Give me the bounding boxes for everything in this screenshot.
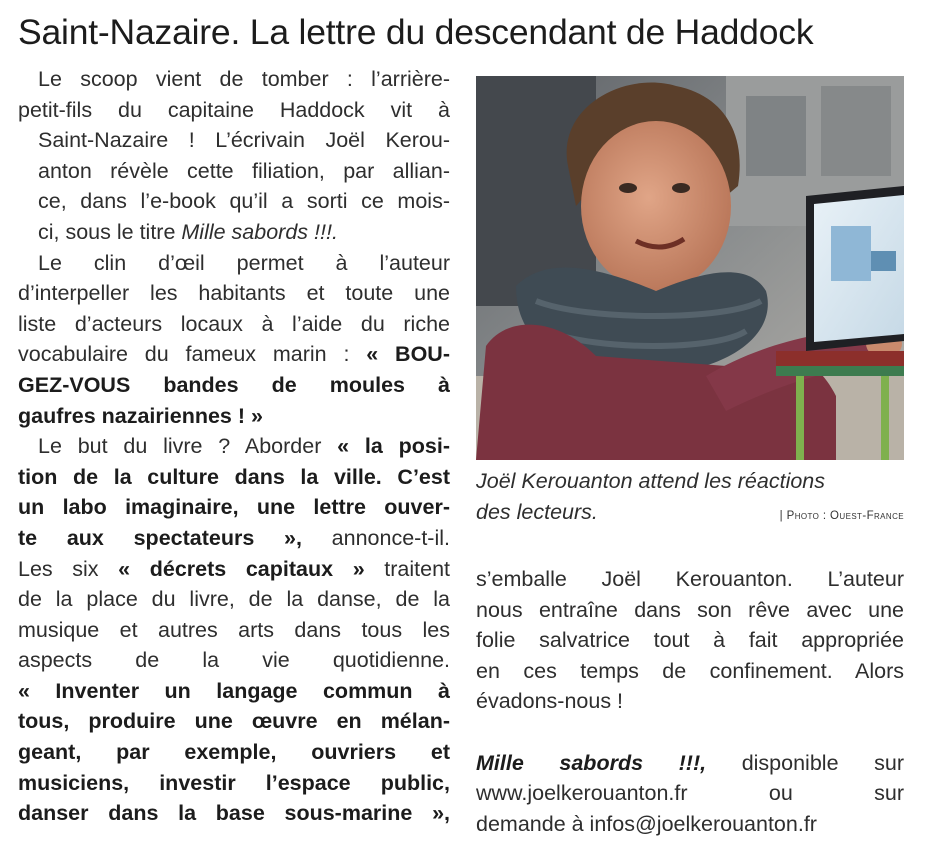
photo-credit: | Photo : Ouest-France [779, 510, 904, 522]
text-run: ci, sous le titre [38, 219, 182, 244]
text-line: Le clin d’œil permet à l’auteur [38, 250, 450, 275]
text-line [476, 748, 904, 779]
website-link-line[interactable]: www.joelkerouanton.fr ou sur [476, 781, 904, 806]
text-line [18, 554, 450, 585]
quote-line: tion de la culture dans la ville. C’est [18, 464, 450, 489]
spacer-line [476, 717, 904, 748]
text-line: Saint-Nazaire ! L’écrivain Joël Kerou- [38, 128, 450, 153]
text-line: ce, dans l’e-book qu’il a sorti ce mois- [38, 189, 450, 214]
text-line: liste d’acteurs locaux à l’aide du riche [18, 311, 450, 336]
quote-line: musiciens, investir l’espace public, [18, 770, 450, 795]
caption-line: Joël Kerouanton attend les réactions [476, 469, 826, 493]
quote-text: « la posi- [337, 434, 450, 459]
paragraph-2 [18, 248, 450, 432]
email-line[interactable]: demande à infos@joelkerouanton.fr [476, 811, 817, 836]
quote-line: un labo imaginaire, une lettre ouver- [18, 495, 450, 520]
left-column [18, 64, 450, 829]
text-line: anton révèle cette filiation, par allian- [38, 158, 450, 183]
article-photo [476, 76, 904, 460]
text-line: de la place du livre, de la danse, de la [18, 587, 450, 612]
text-line [18, 523, 450, 554]
quote-line: « Inventer un langage commun à [18, 678, 450, 703]
quote-text: te aux spectateurs », [18, 525, 302, 550]
quote-text: « décrets capitaux » [118, 556, 365, 581]
text-line [18, 339, 450, 370]
text-line: aspects de la vie quotidienne. [18, 648, 450, 673]
quote-text: « BOU- [366, 342, 450, 367]
text-line [18, 431, 450, 462]
paragraph-1 [18, 64, 450, 248]
photo-caption [476, 466, 904, 527]
quote-line: tous, produire une œuvre en mélan- [18, 709, 450, 734]
text-line: d’interpeller les habitants et toute une [18, 281, 450, 306]
quote-line: danser dans la base sous-marine », [18, 801, 450, 826]
text-line: folie salvatrice tout à fait appropriée [476, 628, 904, 653]
text-line [18, 217, 450, 248]
text-line: s’emballe Joël Kerouanton. L’auteur [476, 567, 904, 591]
caption-line: des lecteurs. [476, 499, 598, 524]
text-run: Le but du livre ? Aborder [38, 434, 338, 459]
book-title: Mille sabords !!!, [476, 750, 707, 775]
photo-illustration [476, 76, 904, 460]
text-line: Le scoop vient de tomber : l’arrière- [38, 67, 450, 91]
paragraph-3 [18, 431, 450, 829]
text-run: vocabulaire du fameux marin : [18, 342, 367, 367]
text-run: traitent [364, 556, 450, 581]
text-line: musique et autres arts dans tous les [18, 617, 450, 642]
text-run: disponible sur [706, 750, 904, 775]
right-column [476, 564, 904, 839]
text-line: nous entraîne dans son rêve avec une [476, 597, 904, 622]
text-run: annonce-t-il. [301, 525, 450, 550]
book-title: Mille sabords !!!. [181, 219, 338, 244]
quote-line: gaufres nazairiennes ! » [18, 403, 263, 428]
article-headline: Saint-Nazaire. La lettre du descendant de Haddock [18, 12, 814, 52]
text-run: Les six [18, 556, 119, 581]
quote-line: geant, par exemple, ouvriers et [18, 740, 450, 765]
quote-line: GEZ-VOUS bandes de moules à [18, 372, 450, 397]
text-line: petit-fils du capitaine Haddock vit à [18, 97, 450, 122]
text-line: en ces temps de confinement. Alors [476, 658, 904, 683]
text-line: évadons-nous ! [476, 689, 624, 714]
